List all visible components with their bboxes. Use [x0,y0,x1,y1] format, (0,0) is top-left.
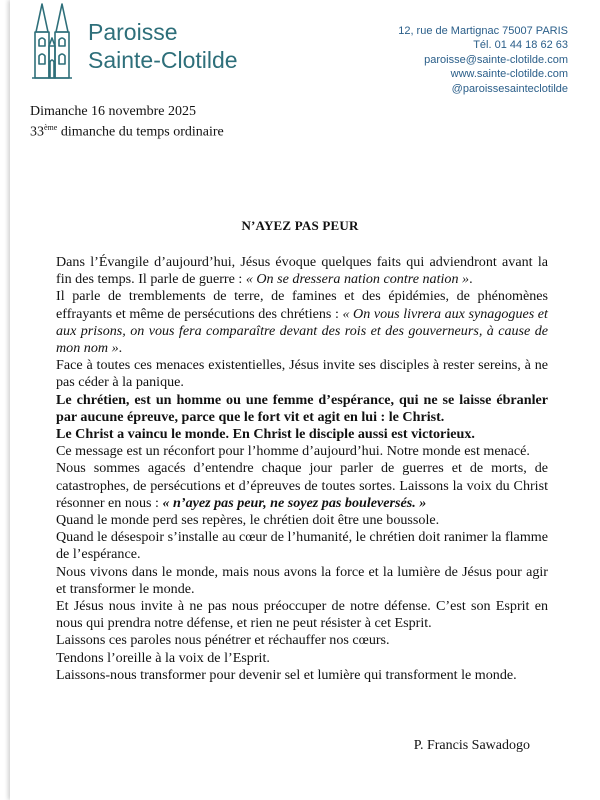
paragraph-10: Nous vivons dans le monde, mais nous avons la force et la lumière de Jésus pour agir et transformer le monde. [56,563,548,597]
contact-website[interactable]: www.sainte-clotilde.com [450,68,568,81]
contact-address: 12, rue de Martignac 75007 PARIS [398,25,568,37]
paragraph-text: . [469,271,473,288]
paragraph-9: Quand le désespoir s’installe au cœur de l’humanité, le chrétien doit ranimer la flamme de l’espérance. [56,529,548,563]
paragraph-2 [56,288,548,357]
parish-name-line2: Sainte-Clotilde [88,47,238,73]
paragraph-3: Face à toutes ces menaces existentielles, Jésus invite ses disciples à rester sereins, à ne pas céder à la panique. [56,357,548,391]
homily-title: N’AYEZ PAS PEUR [241,218,359,233]
paragraph-6: Ce message est un réconfort pour l’homme d’aujourd’hui. Notre monde est menacé. [56,443,530,460]
church-spires-icon [30,2,74,82]
paragraph-text: Nous sommes agacés d’entendre chaque jour parler de guerres et de morts, de catastrophes, de persécutions et d’épreuves de toutes sortes. Laissons la voix du Christ résonner en nous : [56,460,548,511]
paragraph-13: Tendons l’oreille à la voix de l’Esprit. [56,649,270,666]
paragraph-8: Quand le monde perd ses repères, le chrétien doit être une boussole. [56,512,440,529]
sunday-label: dimanche du temps ordinaire [57,124,224,140]
contact-phone: Tél. 01 44 18 62 63 [473,39,568,52]
scripture-quote: « On se dressera nation contre nation » [245,271,470,288]
paragraph-text: Dans l’Évangile d’aujourd’hui, Jésus évoque quelques faits qui adviendront avant la fin des temps. Il parle de guerre : [56,254,548,288]
contact-email[interactable]: paroisse@sainte-clotilde.com [424,53,568,66]
date-line: Dimanche 16 novembre 2025 [30,104,197,119]
contact-social[interactable]: @paroissesainteclotilde [451,82,568,95]
parish-name [88,18,238,74]
paragraph-11: Et Jésus nous invite à ne pas nous préoccuper de notre défense. C’est son Esprit en nous qui prendra notre défense, et rien ne peut résister à cet Esprit. [56,598,548,632]
sunday-ordinal-suffix: ème [44,123,58,132]
contact-block [398,24,568,96]
signature: P. Francis Sawadogo [413,738,530,753]
paragraph-12: Laissons ces paroles nous pénétrer et réchauffer nos cœurs. [56,632,390,649]
liturgical-sunday [30,120,224,141]
paragraph-text: Il parle de tremblements de terre, de famines et des épidémies, de phénomènes effrayants et même de persécutions des chrétiens : [56,288,548,322]
date-block [30,104,224,141]
homily-body [56,254,548,684]
paragraph-5-bold: Le Christ a vaincu le monde. En Christ le disciple aussi est victorieux. [56,426,475,443]
sunday-number: 33 [30,124,44,140]
paragraph-7 [56,460,548,512]
paragraph-1 [56,254,548,288]
parish-name-line1: Paroisse [88,19,178,45]
paragraph-4-bold: Le chrétien, est un homme ou une femme d’espérance, qui ne se laisse ébranler par aucune épreuve, parce que le fort vit et agit en lui : le Christ. [56,391,548,425]
paragraph-14: Laissons-nous transformer pour devenir sel et lumière qui transforment le monde. [56,666,517,683]
paragraph-text: . [118,340,123,357]
scripture-quote: « On vous livrera aux synagogues et aux prisons, on vous fera comparaître devant des rois et des gouverneurs, à cause de mon nom » [56,305,548,357]
scripture-quote-bold: « n’ayez pas peur, ne soyez pas bouleversés. » [162,494,427,511]
